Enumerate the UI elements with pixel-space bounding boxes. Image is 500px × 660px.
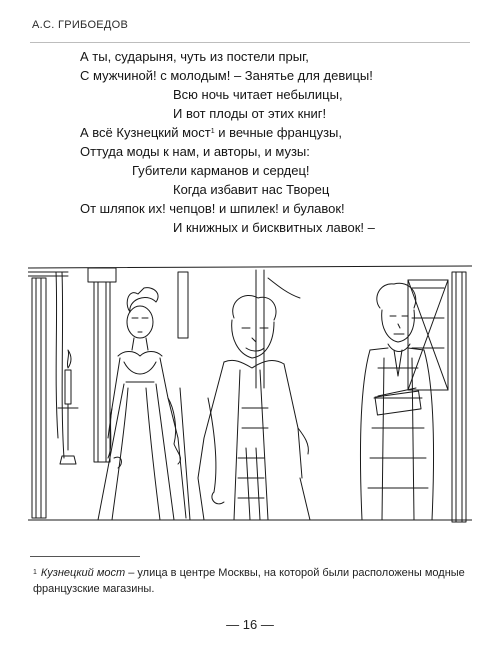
running-head-author: А.С. ГРИБОЕДОВ: [32, 19, 129, 31]
verse-line: И вот плоды от этих книг!: [173, 106, 327, 121]
figure-young-man: [348, 283, 448, 520]
figure-old-man: [198, 295, 318, 520]
verse-line: С мужчиной! с молодым! – Занятье для девицы!: [80, 68, 373, 83]
footnote-rule: [30, 556, 140, 557]
footnote: [33, 565, 473, 597]
candle-icon: [58, 350, 78, 464]
verse-line: Губители карманов и сердец!: [132, 163, 310, 178]
verse-line: [80, 124, 342, 143]
verse-line-part: А всё Кузнецкий мост: [80, 125, 211, 140]
footnote-reference[interactable]: 1: [210, 128, 215, 135]
verse-line: А ты, сударыня, чуть из постели прыг,: [80, 49, 309, 64]
footnote-mark: 1: [33, 569, 37, 576]
verse-line-part: и вечные французы,: [218, 125, 343, 140]
page-number: — 16 —: [226, 617, 274, 632]
footnote-term: Кузнецкий мост: [40, 567, 126, 579]
interior-background: [28, 266, 472, 522]
footnote-text: – улица в центре Москвы, на которой были расположены модные французские магазины.: [33, 567, 465, 595]
verse-line: От шляпок их! чепцов! и шпилек! и булавок!: [80, 201, 345, 216]
verse-line: Когда избавит нас Творец: [173, 182, 330, 197]
verse-line: Всю ночь читает небылицы,: [173, 87, 343, 102]
verse-line: Оттуда моды к нам, и авторы, и музы:: [80, 144, 310, 159]
verse-line: И книжных и бисквитных лавок! –: [173, 220, 375, 235]
header-rule: [30, 42, 470, 43]
illustration-scene: [28, 258, 472, 530]
